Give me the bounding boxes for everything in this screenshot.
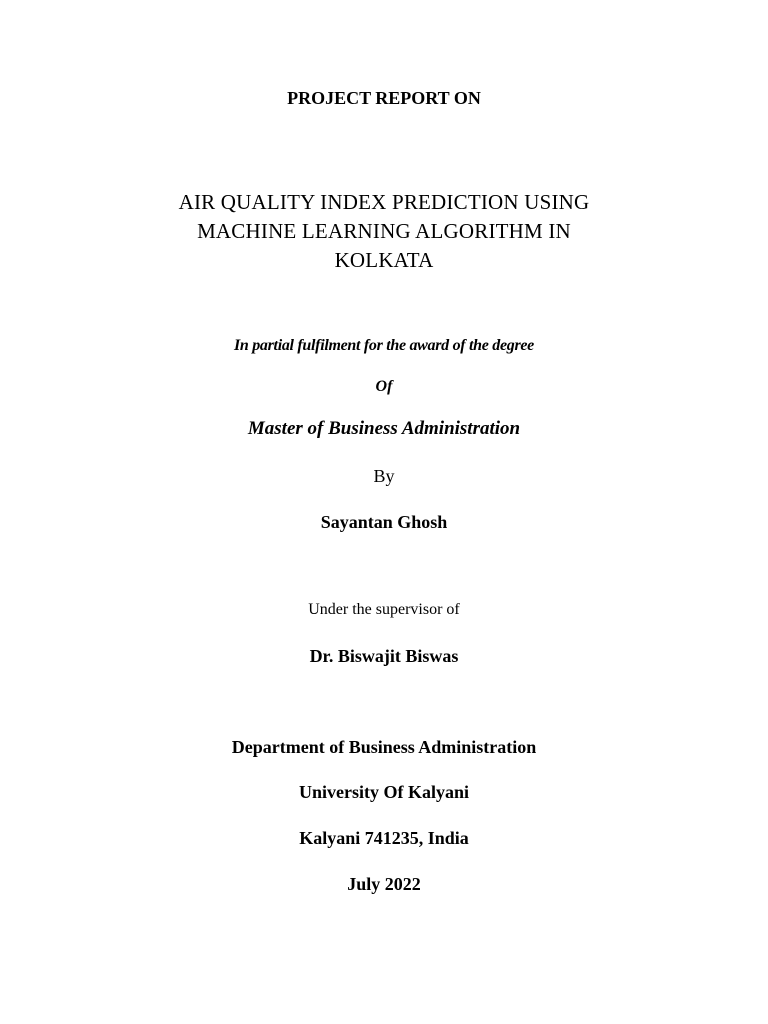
by-label: By: [373, 466, 395, 486]
address: Kalyani 741235, India: [299, 828, 469, 848]
title-line-2: MACHINE LEARNING ALGORITHM IN: [197, 219, 571, 243]
report-heading: PROJECT REPORT ON: [287, 88, 481, 108]
of-label: Of: [375, 378, 393, 395]
university-name: University Of Kalyani: [299, 782, 469, 802]
fulfilment-statement: In partial fulfilment for the award of the degree: [234, 337, 534, 354]
degree-name: Master of Business Administration: [247, 418, 521, 439]
title-line-3: KOLKATA: [334, 248, 434, 272]
report-date: July 2022: [347, 874, 421, 894]
supervisor-intro: Under the supervisor of: [308, 601, 460, 618]
author-name: Sayantan Ghosh: [320, 512, 448, 532]
report-title: [0, 188, 768, 275]
supervisor-name: Dr. Biswajit Biswas: [309, 646, 459, 666]
department-name: Department of Business Administration: [231, 737, 537, 757]
title-line-1: AIR QUALITY INDEX PREDICTION USING: [178, 190, 590, 214]
